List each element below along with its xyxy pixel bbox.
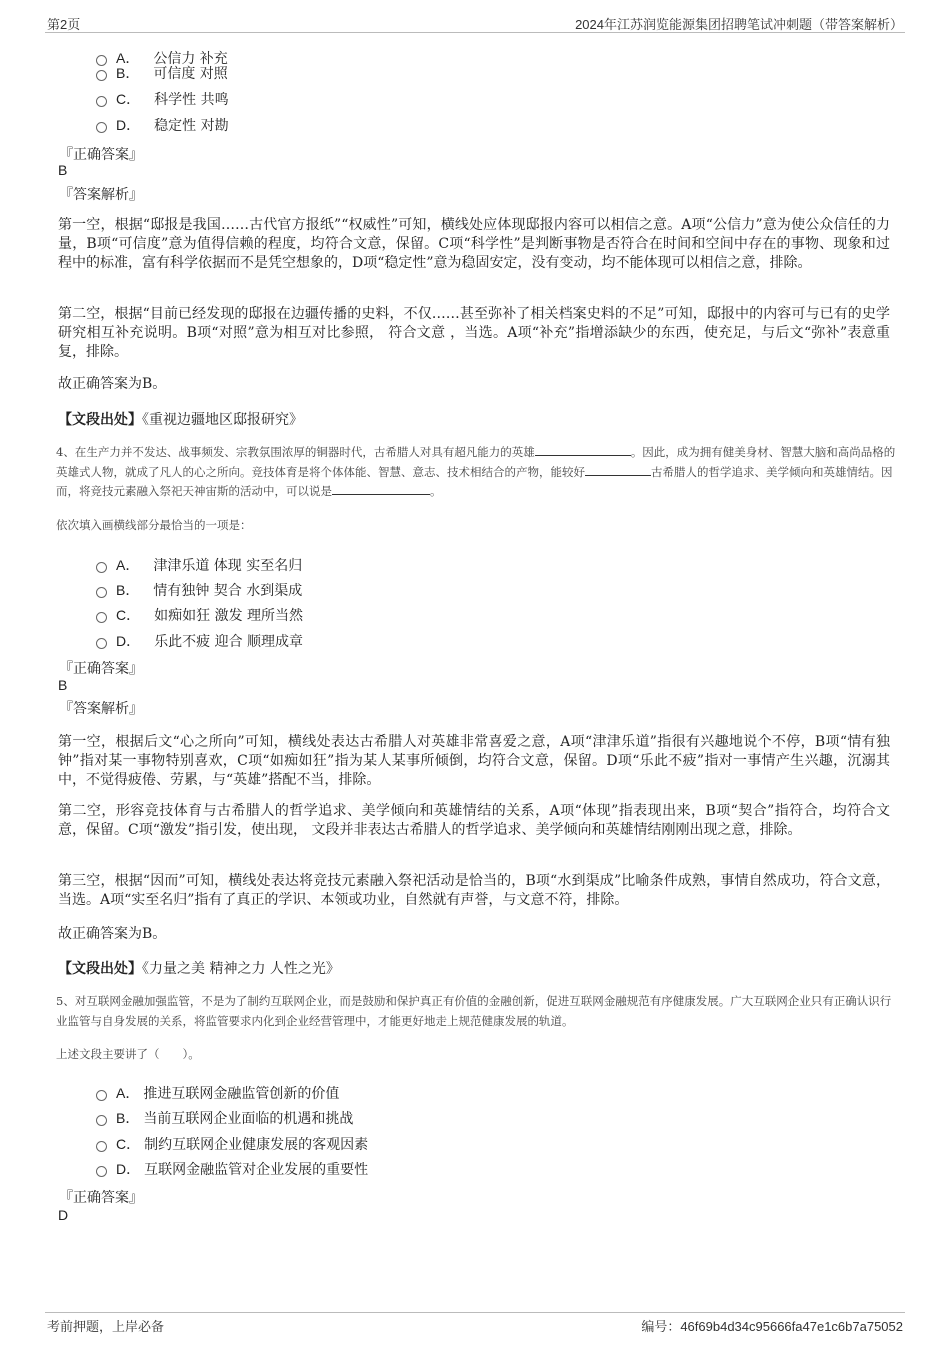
- source-citation: 【文段出处】《重视边疆地区邸报研究》: [58, 412, 303, 428]
- radio-icon[interactable]: [96, 1090, 107, 1101]
- correct-answer-value: D: [58, 1207, 69, 1223]
- analysis-conclusion: 故正确答案为B。: [58, 926, 167, 942]
- radio-icon[interactable]: [96, 612, 107, 623]
- page-number: 第2页: [47, 17, 81, 32]
- radio-icon[interactable]: [96, 96, 107, 107]
- correct-answer-label: 『正确答案』: [59, 661, 143, 677]
- q5-option-b[interactable]: B． 当前互联网企业面临的机遇和挑战: [96, 1108, 353, 1128]
- document-title: 2024年江苏润览能源集团招聘笔试冲刺题（带答案解析）: [575, 17, 903, 32]
- analysis-conclusion: 故正确答案为B。: [58, 376, 167, 392]
- correct-answer-label: 『正确答案』: [59, 147, 143, 163]
- q4-option-c[interactable]: C． 如痴如狂 激发 理所当然: [96, 605, 303, 625]
- q4-option-b[interactable]: B． 情有独钟 契合 水到渠成: [96, 580, 302, 600]
- analysis-paragraph: 第三空，根据“因而”可知，横线处表达将竞技元素融入祭祀活动是恰当的，B项“水到渠成”比喻条件成熟，事情自然成功，符合文意，当选。A项“实至名归”指有了真正的学识、本领或功业，自然就有声誉，与文意不符，排除。: [58, 873, 890, 908]
- radio-icon[interactable]: [96, 1166, 107, 1177]
- q5-option-d[interactable]: D． 互联网金融监管对企业发展的重要性: [96, 1159, 368, 1179]
- q3-option-c[interactable]: C． 科学性 共鸣: [96, 89, 229, 109]
- q5-option-a[interactable]: A． 推进互联网金融监管创新的价值: [96, 1083, 339, 1103]
- question-prompt: 上述文段主要讲了（ ）。: [56, 1047, 200, 1061]
- q3-option-d[interactable]: D． 稳定性 对勘: [96, 115, 229, 135]
- answer-blank: [535, 445, 631, 456]
- radio-icon[interactable]: [96, 562, 107, 573]
- analysis-paragraph: 第一空，根据“邸报是我国……古代官方报纸”“权威性”可知，横线处应体现邸报内容可以相信之意。A项“公信力”意为使公众信任的力量，B项“可信度”意为值得信赖的程度，均符合文意，保留。C项“科学性”是判断事物是否符合在时间和空间中存在的事物、现象和过程中的标准，富有科学依据而不是凭空想象的，D项“稳定性”意为稳固安定，没有变动，均不能体现可以相信之意，排除。: [58, 217, 890, 271]
- page-header: [45, 14, 905, 33]
- answer-blank: [585, 465, 651, 476]
- correct-answer-value: B: [58, 677, 68, 693]
- document-code: 编号：46f69b4d34c95666fa47e1c6b7a75052: [641, 1319, 903, 1334]
- q3-option-a[interactable]: A． 公信力 补充: [96, 48, 228, 68]
- source-citation: 【文段出处】《力量之美 精神之力 人性之光》: [58, 961, 340, 977]
- question-prompt: 依次填入画横线部分最恰当的一项是：: [56, 518, 252, 532]
- q4-option-d[interactable]: D． 乐此不疲 迎合 顺理成章: [96, 631, 303, 651]
- analysis-paragraph: 第二空，形容竞技体育与古希腊人的哲学追求、美学倾向和英雄情结的关系，A项“体现”指表现出来，B项“契合”指符合，均符合文意，保留。C项“激发”指引发，使出现， 文段并非表达古希腊人的哲学追求、美学倾向和英雄情结刚刚出现之意，排除。: [58, 803, 890, 838]
- radio-icon[interactable]: [96, 1115, 107, 1126]
- radio-icon[interactable]: [96, 1141, 107, 1152]
- page-footer: [45, 1312, 905, 1337]
- radio-icon[interactable]: [96, 638, 107, 649]
- correct-answer-value: B: [58, 162, 68, 178]
- radio-icon[interactable]: [96, 587, 107, 598]
- answer-blank: [332, 484, 430, 495]
- correct-answer-label: 『正确答案』: [59, 1190, 143, 1206]
- footer-slogan: 考前押题，上岸必备: [47, 1320, 165, 1335]
- analysis-label: 『答案解析』: [59, 187, 143, 203]
- analysis-paragraph: 第二空，根据“目前已经发现的邸报在边疆传播的史料，不仅……甚至弥补了相关档案史料的不足”可知，邸报中的内容可与已有的史学研究相互补充说明。B项“对照”意为相互对比参照， 符合文意 ，当选。A项“补充”指增添缺少的东西，使充足，与后文“弥补”表意重复，排除。: [58, 306, 890, 360]
- question-stem: 4、在生产力并不发达、战事频发、宗教氛围浓厚的铜器时代，古希腊人对具有超凡能力的英雄 。因此，成为拥有健美身材、智慧大脑和高尚品格的英雄式人物，就成了凡人的心之所向。竞技体育是将个体体能、智慧、意志、技术相结合的产物，能较好 古希腊人的哲学追求、美学倾向和英雄情结。因而，将竞技元素融入祭祀天神宙斯的活动中，可以说是 。: [56, 445, 896, 498]
- q5-option-c[interactable]: C． 制约互联网企业健康发展的客观因素: [96, 1134, 368, 1154]
- radio-icon[interactable]: [96, 122, 107, 133]
- analysis-paragraph: 第一空，根据后文“心之所向”可知，横线处表达古希腊人对英雄非常喜爱之意，A项“津津乐道”指很有兴趣地说个不停，B项“情有独钟”指对某一事物特别喜欢，C项“如痴如狂”指为某人某事所倾倒，均符合文意，保留。D项“乐此不疲”指对一事情产生兴趣，沉溺其中，不觉得疲倦、劳累，与“英雄”搭配不当，排除。: [58, 734, 890, 788]
- question-stem: 5、对互联网金融加强监管，不是为了制约互联网企业，而是鼓励和保护真正有价值的金融创新，促进互联网金融规范有序健康发展。广大互联网企业只有正确认识行业监管与自身发展的关系，将监管要求内化到企业经营管理中，才能更好地走上规范健康发展的轨道。: [56, 994, 892, 1028]
- radio-icon[interactable]: [96, 70, 107, 81]
- q3-option-b[interactable]: B． 可信度 对照: [96, 63, 228, 83]
- analysis-label: 『答案解析』: [59, 701, 143, 717]
- q4-option-a[interactable]: A． 津津乐道 体现 实至名归: [96, 555, 302, 575]
